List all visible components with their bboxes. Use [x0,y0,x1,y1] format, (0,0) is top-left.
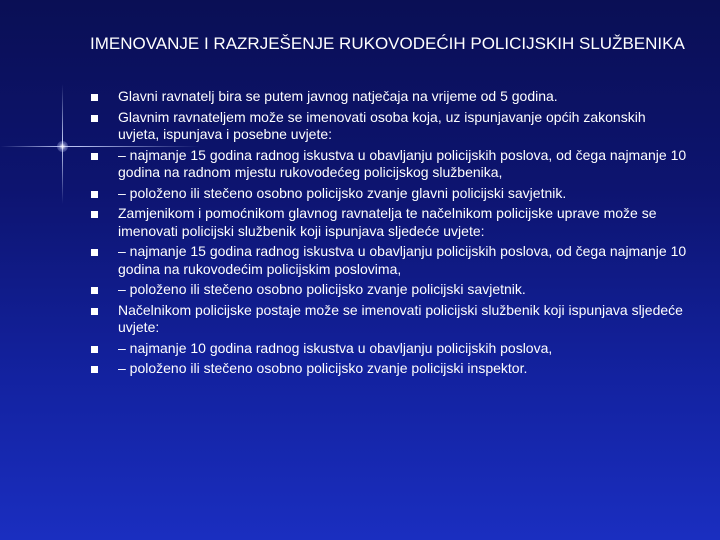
bullet-item [90,281,690,299]
bullet-text: Glavnim ravnateljem može se imenovati osoba koja, uz ispunjavanje općih zakonskih uvjeta, ispunjava i posebne uvjete: [118,108,646,142]
square-bullet-icon [91,249,98,256]
bullet-item [90,147,690,182]
square-bullet-icon [91,115,98,122]
bullet-item [90,360,690,378]
bullet-item [90,340,690,358]
square-bullet-icon [91,211,98,218]
bullet-text: Zamjenikom i pomoćnikom glavnog ravnatelja te načelnikom policijske uprave može se imenovati policijski službenik koji ispunjava sljedeće uvjete: [118,205,657,239]
square-bullet-icon [91,94,98,101]
bullet-item [90,243,690,278]
bullet-text: – položeno ili stečeno osobno policijsko zvanje glavni policijski savjetnik. [118,184,567,201]
square-bullet-icon [91,287,98,294]
bullet-item [90,109,690,144]
bullet-item [90,88,690,106]
square-bullet-icon [91,153,98,160]
bullet-text: – položeno ili stečeno osobno policijsko zvanje policijski savjetnik. [118,281,526,297]
bullet-item [90,205,690,240]
bullet-text: – najmanje 15 godina radnog iskustva u obavljanju policijskih poslova, od čega najmanje 10 godina na radnom mjestu rukovodećeg policijskog službenika, [118,146,687,180]
bullet-text: Glavni ravnatelj bira se putem javnog natječaja na vrijeme od 5 godina. [118,88,558,104]
bullet-text: Načelnikom policijske postaje može se imenovati policijski službenik koji ispunjava sljedeće uvjete: [118,301,683,335]
bullet-item [90,302,690,337]
square-bullet-icon [91,308,98,315]
square-bullet-icon [91,346,98,353]
bullet-list [90,88,690,381]
bullet-text: – najmanje 10 godina radnog iskustva u obavljanju policijskih poslova, [118,339,553,356]
square-bullet-icon [91,366,98,373]
decorative-light-flare [57,141,68,152]
bullet-item [90,185,690,203]
bullet-text: – najmanje 15 godina radnog iskustva u obavljanju policijskih poslova, od čega najmanje 10 godina na rukovodećim policijskim poslovima, [118,243,687,277]
bullet-text: – položeno ili stečeno osobno policijsko zvanje policijski inspektor. [118,360,528,376]
slide-title: IMENOVANJE I RAZRJEŠENJE RUKOVODEĆIH POLICIJSKIH SLUŽBENIKA [90,34,685,53]
square-bullet-icon [91,191,98,198]
